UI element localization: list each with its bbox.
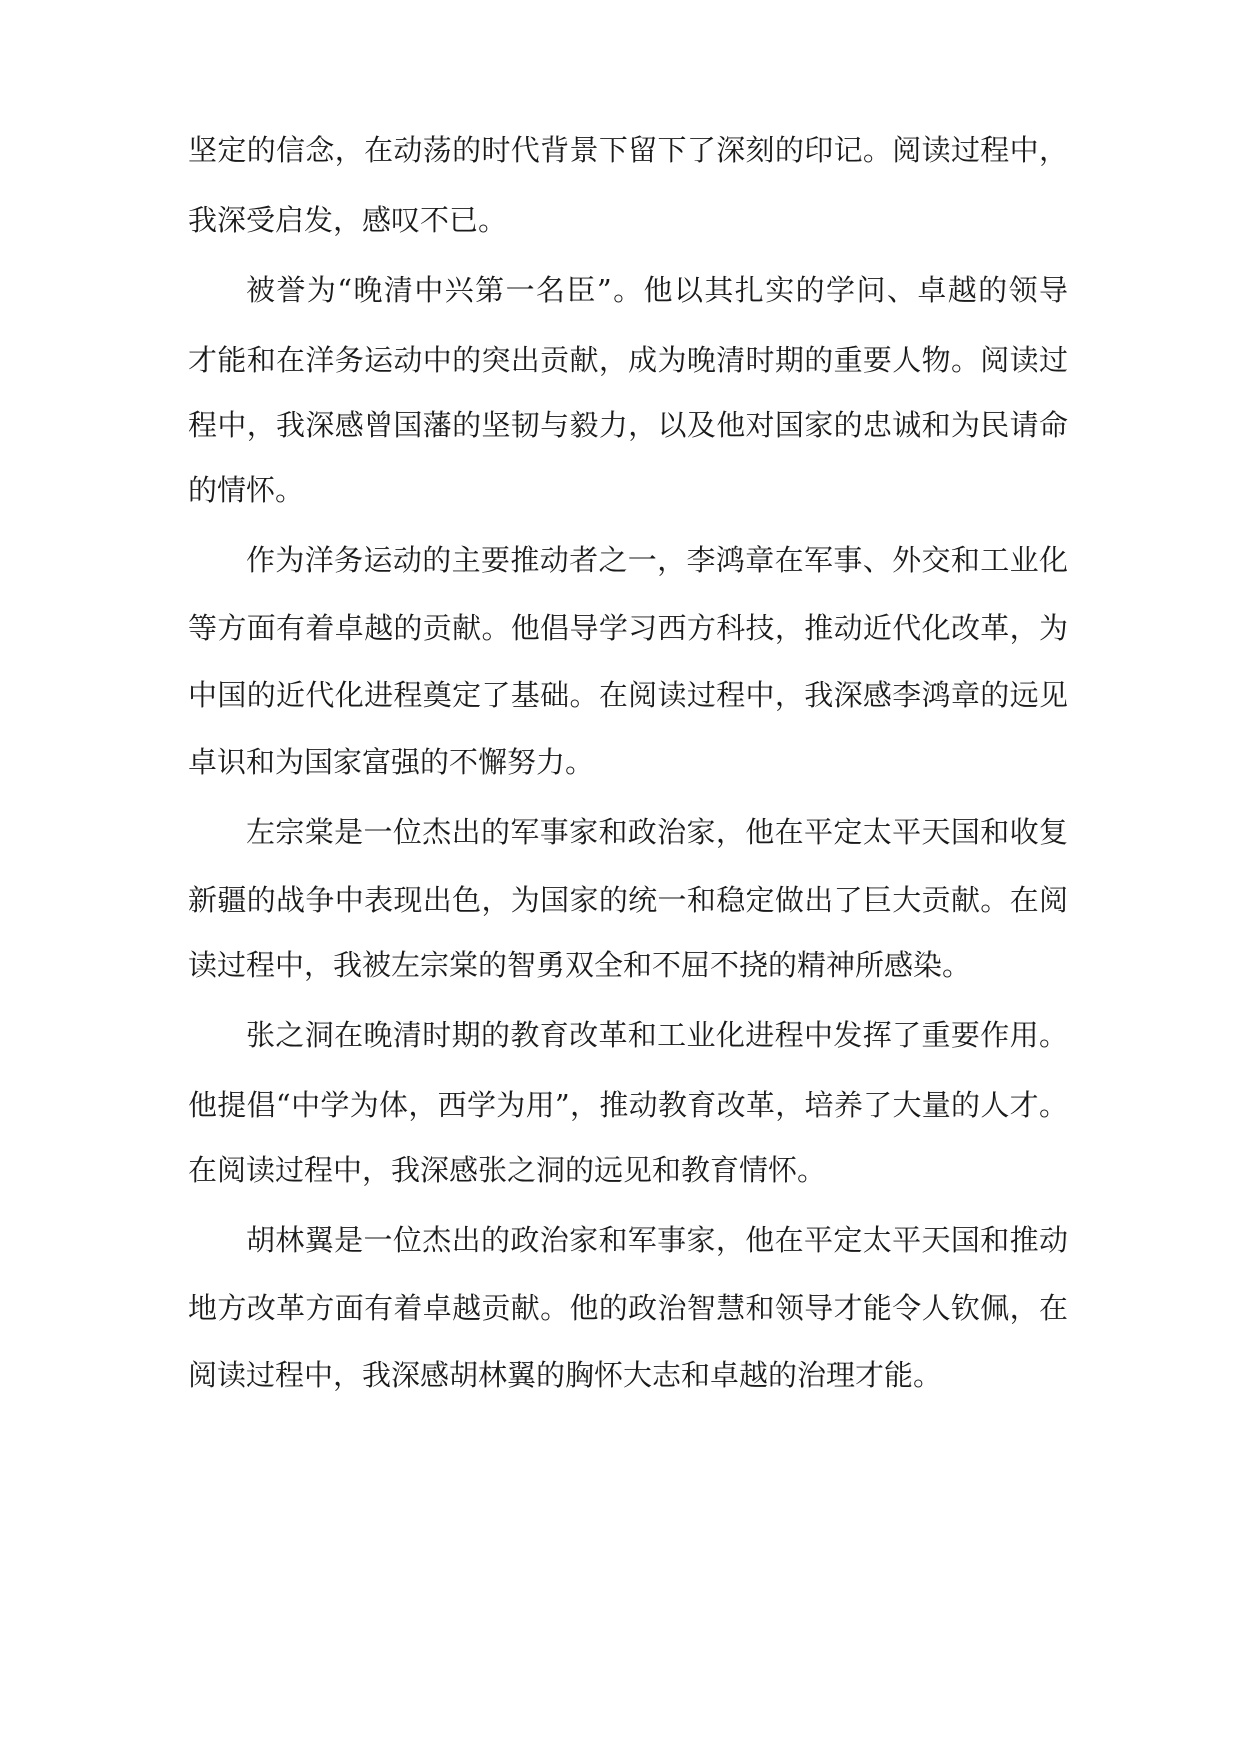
paragraph-line: 我深受启发，感叹不已。: [188, 203, 508, 237]
paragraph-line: 程中，我深感曾国藩的坚韧与毅力，以及他对国家的忠诚和为民请命: [188, 408, 1068, 442]
paragraph-line: 胡林翼是一位杰出的政治家和军事家，他在平定太平天国和推动: [246, 1223, 1068, 1257]
paragraph-line: 新疆的战争中表现出色，为国家的统一和稳定做出了巨大贡献。在阅: [188, 883, 1068, 917]
paragraph-line: 卓识和为国家富强的不懈努力。: [188, 745, 595, 779]
paragraph-line: 地方改革方面有着卓越贡献。他的政治智慧和领导才能令人钦佩，在: [188, 1291, 1068, 1325]
paragraph-line: 作为洋务运动的主要推动者之一，李鸿章在军事、外交和工业化: [246, 543, 1068, 577]
paragraph-line: 他提倡“中学为体，西学为用”，推动教育改革，培养了大量的人才。: [188, 1088, 1068, 1122]
paragraph-line: 的情怀。: [188, 473, 305, 507]
paragraph-line: 阅读过程中，我深感胡林翼的胸怀大志和卓越的治理才能。: [188, 1358, 943, 1392]
paragraph-line: 读过程中，我被左宗棠的智勇双全和不屈不挠的精神所感染。: [188, 948, 972, 982]
paragraph-line: 在阅读过程中，我深感张之洞的远见和教育情怀。: [188, 1153, 827, 1187]
paragraph-line: 才能和在洋务运动中的突出贡献，成为晚清时期的重要人物。阅读过: [188, 343, 1068, 377]
paragraph-line: 被誉为“晚清中兴第一名臣”。他以其扎实的学问、卓越的领导: [246, 273, 1068, 307]
paragraph-line: 等方面有着卓越的贡献。他倡导学习西方科技，推动近代化改革，为: [188, 611, 1068, 645]
paragraph-line: 左宗棠是一位杰出的军事家和政治家，他在平定太平天国和收复: [246, 815, 1068, 849]
paragraph-line: 坚定的信念，在动荡的时代背景下留下了深刻的印记。阅读过程中，: [188, 133, 1068, 167]
paragraph-line: 张之洞在晚清时期的教育改革和工业化进程中发挥了重要作用。: [246, 1018, 1068, 1052]
paragraph-line: 中国的近代化进程奠定了基础。在阅读过程中，我深感李鸿章的远见: [188, 678, 1068, 712]
